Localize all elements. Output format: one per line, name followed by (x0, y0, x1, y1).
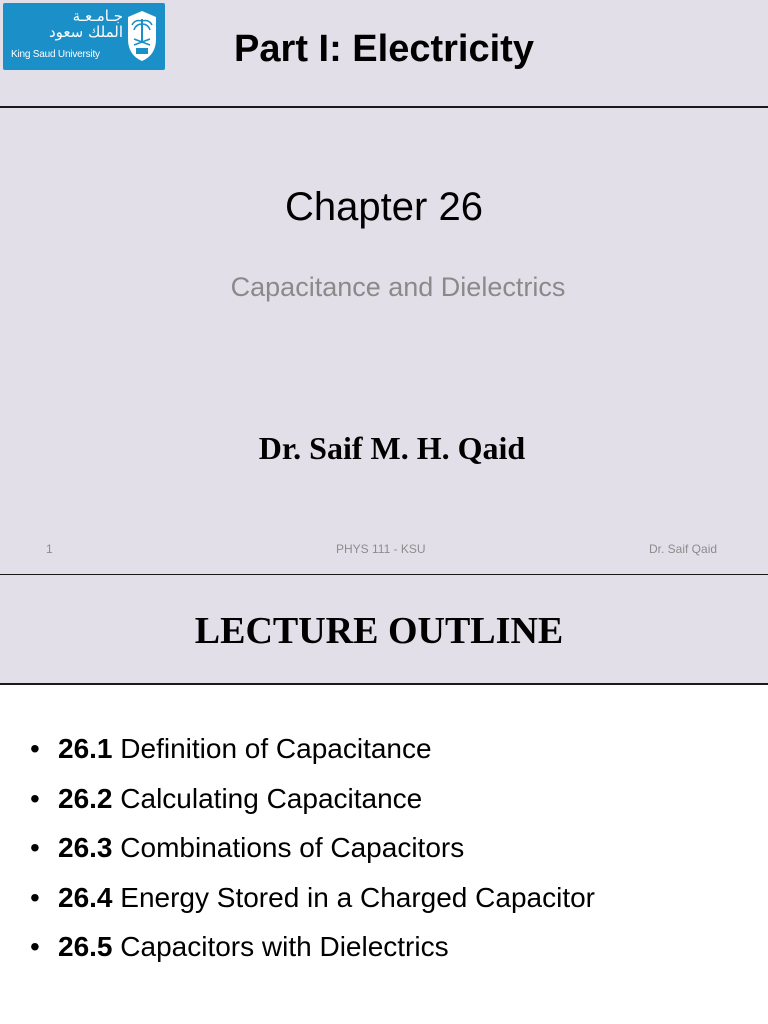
author-name: Dr. Saif M. H. Qaid (258, 430, 526, 466)
chapter-title: Chapter 26 (285, 185, 483, 229)
section-number: 26.3 (58, 832, 113, 863)
university-logo (3, 3, 165, 70)
outline-item (30, 880, 595, 930)
footer-page-number: 1 (46, 542, 53, 556)
section-number: 26.2 (58, 782, 113, 814)
outline-list (30, 731, 595, 979)
bullet-icon: • (30, 733, 40, 764)
section-text: Capacitors with Dielectrics (120, 931, 449, 962)
part-title: Part I: Electricity (234, 28, 534, 70)
outline-item (30, 781, 595, 831)
logo-english-text: King Saud University (11, 49, 100, 60)
outline-header-band (0, 575, 768, 683)
section-text: Definition of Capacitance (120, 733, 432, 764)
outline-slide (0, 575, 768, 1024)
section-number: 26.5 (58, 931, 113, 962)
section-text: Combinations of Capacitors (120, 832, 465, 863)
outline-item (30, 929, 595, 979)
section-number: 26.1 (58, 733, 113, 764)
footer-course: PHYS 111 - KSU (336, 542, 426, 556)
footer-author: Dr. Saif Qaid (649, 542, 718, 556)
chapter-subtitle: Capacitance and Dielectrics (230, 272, 566, 302)
bullet-icon: • (30, 832, 40, 863)
outline-title: LECTURE OUTLINE (194, 610, 564, 652)
logo-arabic-text (13, 8, 123, 40)
outline-divider (0, 683, 768, 685)
palm-emblem-icon (125, 9, 159, 63)
bullet-icon: • (30, 782, 40, 814)
outline-item (30, 830, 595, 880)
bullet-icon: • (30, 881, 40, 913)
section-text: Energy Stored in a Charged Capacitor (120, 881, 595, 913)
header-divider (0, 106, 768, 108)
header-band (0, 0, 768, 107)
outline-item (30, 731, 595, 781)
section-text: Calculating Capacitance (120, 782, 423, 814)
logo-arabic-line2: الملك سعود (48, 23, 123, 41)
bullet-icon: • (30, 931, 40, 962)
logo-arabic-line1: جـامـعـة (72, 7, 123, 25)
section-number: 26.4 (58, 881, 113, 913)
